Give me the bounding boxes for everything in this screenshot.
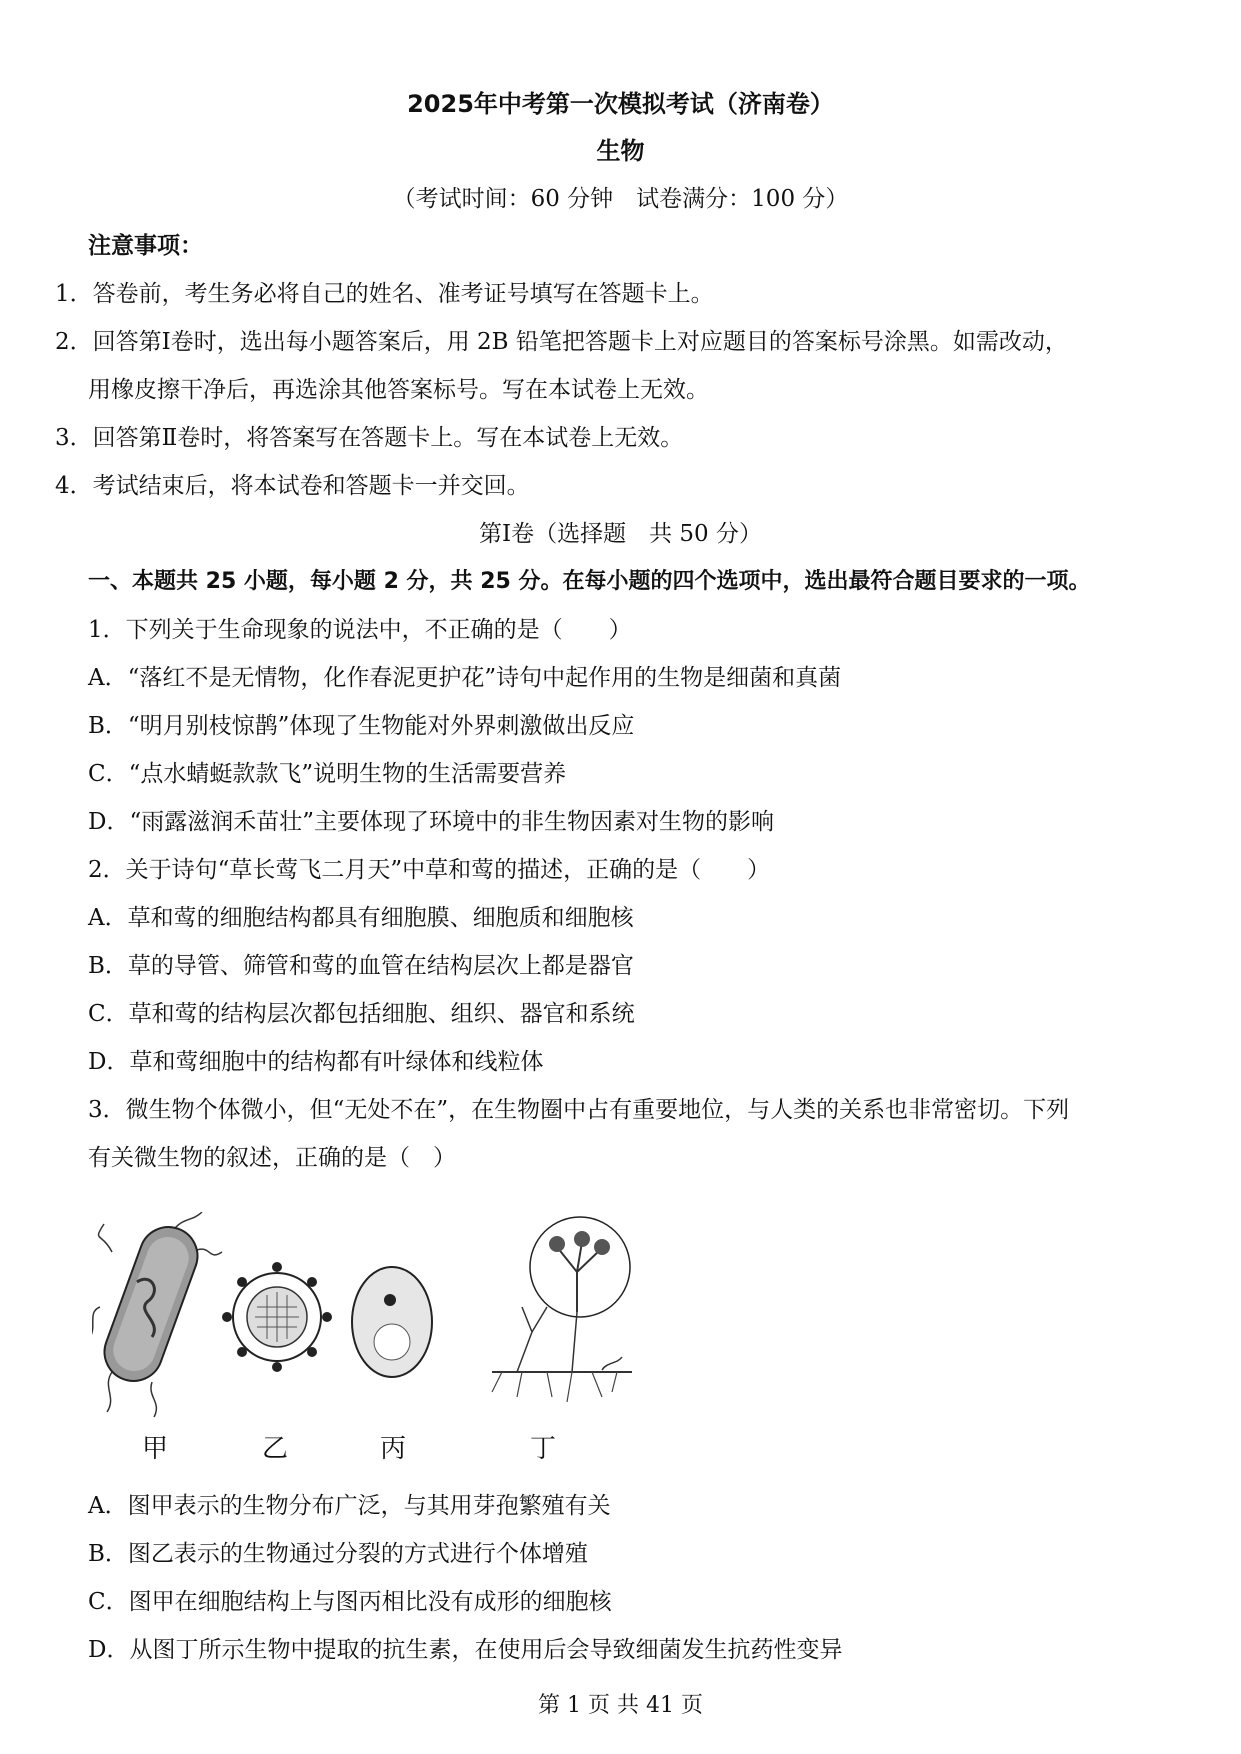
question-2-option-b: B．草的导管、筛管和莺的血管在结构层次上都是器官 [88,953,634,979]
figure-label-ding: 丁 [530,1434,557,1464]
figure-label-bing: 丙 [380,1434,407,1464]
question-3-option-d: D．从图丁所示生物中提取的抗生素，在使用后会导致细菌发生抗药性变异 [88,1637,843,1663]
subject-title: 生物 [596,137,645,165]
question-3-option-b: B．图乙表示的生物通过分裂的方式进行个体增殖 [88,1541,588,1567]
exam-time-info: （考试时间：60 分钟 试卷满分：100 分） [392,186,849,212]
exam-title: 2025年中考第一次模拟考试（济南卷） [407,90,834,118]
microorganism-figure [92,1212,652,1422]
question-1-option-b: B．“明月别枝惊鹊”体现了生物能对外界刺激做出反应 [88,713,635,739]
notice-item: 4．考试结束后，将本试卷和答题卡一并交回。 [55,473,530,499]
question-1-option-d: D．“雨露滋润禾苗壮”主要体现了环境中的非生物因素对生物的影响 [88,809,774,835]
notice-heading: 注意事项： [88,233,203,259]
question-3-option-c: C．图甲在细胞结构上与图丙相比没有成形的细胞核 [88,1589,612,1615]
notice-item: 3．回答第Ⅱ卷时，将答案写在答题卡上。写在本试卷上无效。 [55,425,684,451]
question-2-stem: 2．关于诗句“草长莺飞二月天”中草和莺的描述，正确的是（ ） [88,857,771,883]
bacterium-illustration [92,1212,222,1417]
figure-label-yi: 乙 [262,1434,289,1464]
question-1-stem: 1．下列关于生命现象的说法中，不正确的是（ ） [88,617,632,643]
section-instruction: 一、本题共 25 小题，每小题 2 分，共 25 分。在每小题的四个选项中，选出最符合题目要求的一项。 [88,569,1091,594]
notice-item: 1．答卷前，考生务必将自己的姓名、准考证号填写在答题卡上。 [55,281,714,307]
figure-label-jia: 甲 [142,1434,169,1464]
question-2-option-c: C．草和莺的结构层次都包括细胞、组织、器官和系统 [88,1001,635,1027]
section-title: 第Ⅰ卷（选择题 共 50 分） [479,521,762,547]
question-3-stem-line1: 3．微生物个体微小，但“无处不在”，在生物圈中占有重要地位，与人类的关系也非常密切。下列 [88,1097,1070,1123]
question-2-option-d: D．草和莺细胞中的结构都有叶绿体和线粒体 [88,1049,544,1075]
notice-item: 2．回答第Ⅰ卷时，选出每小题答案后，用 2B 铅笔把答题卡上对应题目的答案标号涂黑。如需改动， [55,329,1068,355]
question-1-option-a: A．“落红不是无情物，化作春泥更护花”诗句中起作用的生物是细菌和真菌 [88,665,842,691]
question-3-stem-line2: 有关微生物的叙述，正确的是（ ） [88,1145,456,1171]
question-2-option-a: A．草和莺的细胞结构都具有细胞膜、细胞质和细胞核 [88,905,634,931]
mold-illustration [492,1217,632,1402]
virus-illustration [222,1262,332,1372]
notice-item: 用橡皮擦干净后，再选涂其他答案标号。写在本试卷上无效。 [88,377,709,403]
question-3-option-a: A．图甲表示的生物分布广泛，与其用芽孢繁殖有关 [88,1493,611,1519]
question-1-option-c: C．“点水蜻蜓款款飞”说明生物的生活需要营养 [88,761,567,787]
page-footer: 第 1 页 共 41 页 [538,1693,703,1718]
yeast-cell-illustration [352,1267,432,1377]
